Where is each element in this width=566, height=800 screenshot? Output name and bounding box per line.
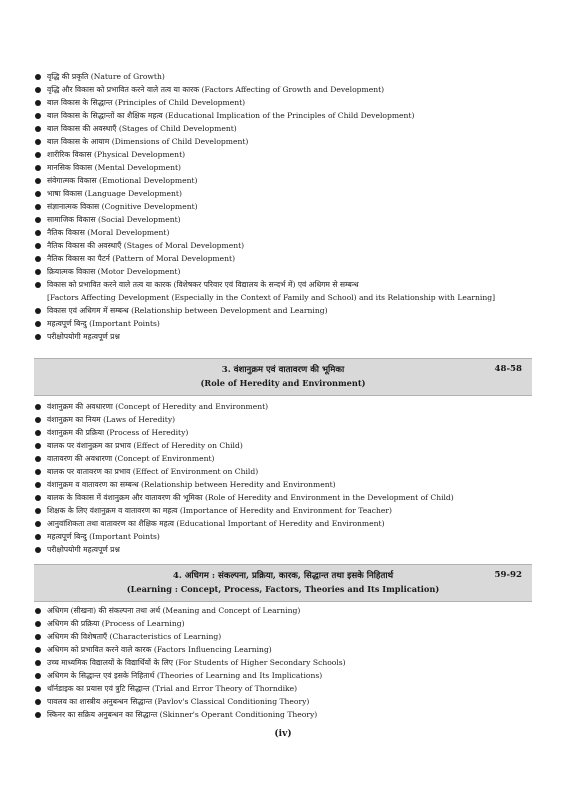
topic-text: संज्ञानात्मक विकास (Cognitive Development) — [47, 202, 198, 211]
bullet-icon — [35, 334, 41, 340]
section-3-title: 3. वंशानुक्रम एवं वातावरण की भूमिका — [221, 365, 345, 375]
topic-item — [34, 517, 534, 530]
section-4-header — [34, 564, 532, 602]
topic-text: वंशानुक्रम की प्रक्रिया (Process of Heredity) — [47, 428, 189, 437]
topic-item — [34, 708, 534, 721]
section-3-topic-list — [34, 400, 534, 556]
bullet-icon — [35, 243, 41, 249]
bullet-icon — [35, 495, 41, 501]
topic-text: बाल विकास के सिद्धान्त (Principles of Child Development) — [47, 98, 246, 107]
topic-text: [Factors Affecting Development (Especially in the Context of Family and School) and its Relationship with Learning] — [47, 293, 496, 302]
bullet-icon — [35, 673, 41, 679]
topic-item — [34, 630, 534, 643]
topic-item — [34, 96, 534, 109]
topic-item — [34, 70, 534, 83]
bullet-icon — [35, 269, 41, 275]
topic-text: परीक्षोपयोगी महत्वपूर्ण प्रश्न — [47, 332, 120, 341]
topic-item — [34, 604, 534, 617]
topic-item — [34, 491, 534, 504]
topic-text: शिक्षक के लिए वंशानुक्रम व वातावरण का महत्व (Importance of Heredity and Environment for Teacher) — [47, 506, 393, 515]
bullet-icon — [35, 417, 41, 423]
topic-text: क्रियात्मक विकास (Motor Development) — [47, 267, 181, 276]
bullet-icon — [35, 165, 41, 171]
bullet-icon — [35, 456, 41, 462]
bullet-icon — [35, 660, 41, 666]
bullet-icon — [35, 87, 41, 93]
bullet-icon — [35, 152, 41, 158]
topic-text: बाल विकास की अवस्थाएँ (Stages of Child Development) — [47, 124, 237, 133]
topic-text: वंशानुक्रम का नियम (Laws of Heredity) — [47, 415, 176, 424]
topic-text: उच्च माध्यमिक विद्यालयों के विद्यार्थियों के लिए (For Students of Higher Secondary Schools) — [47, 658, 346, 667]
intro-topic-list — [34, 70, 534, 343]
topic-text: अधिगम की प्रक्रिया (Process of Learning) — [47, 619, 185, 628]
topic-text: थॉर्नडाइक का प्रयास एवं त्रुटि सिद्धान्त (Trial and Error Theory of Thorndike) — [47, 684, 298, 693]
topic-item — [34, 135, 534, 148]
topic-item — [34, 122, 534, 135]
section-3-header — [34, 358, 532, 396]
bullet-icon — [35, 404, 41, 410]
topic-text: नैतिक विकास की अवस्थाएँ (Stages of Moral Development) — [47, 241, 245, 250]
topic-item — [34, 452, 534, 465]
topic-text: महत्वपूर्ण बिन्दु (Important Points) — [47, 319, 160, 328]
topic-item — [34, 161, 534, 174]
section-3-subtitle: (Role of Heredity and Environment) — [200, 378, 366, 388]
topic-text: विकास एवं अधिगम में सम्बन्ध (Relationship between Development and Learning) — [47, 306, 328, 315]
topic-item — [34, 174, 534, 187]
bullet-icon — [35, 634, 41, 640]
bullet-icon — [35, 508, 41, 514]
bullet-icon — [35, 534, 41, 540]
topic-item — [34, 400, 534, 413]
topic-item — [34, 317, 534, 330]
bullet-icon — [35, 647, 41, 653]
topic-item — [34, 656, 534, 669]
bullet-icon — [35, 113, 41, 119]
topic-text: सामाजिक विकास (Social Development) — [47, 215, 181, 224]
bullet-icon — [35, 204, 41, 210]
topic-item — [34, 148, 534, 161]
topic-text: अधिगम को प्रभावित करने वाले कारक (Factors Influencing Learning) — [47, 645, 272, 654]
topic-item — [34, 643, 534, 656]
topic-item — [34, 278, 534, 291]
topic-item — [34, 330, 534, 343]
topic-item — [34, 617, 534, 630]
bullet-icon — [35, 126, 41, 132]
bullet-icon — [35, 100, 41, 106]
topic-item — [34, 695, 534, 708]
topic-item — [34, 265, 534, 278]
bullet-icon — [35, 139, 41, 145]
topic-item — [34, 504, 534, 517]
topic-item — [34, 426, 534, 439]
topic-item — [34, 669, 534, 682]
bullet-icon — [35, 191, 41, 197]
topic-text: बालक पर वातावरण का प्रभाव (Effect of Environment on Child) — [47, 467, 259, 476]
topic-text: नैतिक विकास का पैटर्न (Pattern of Moral Development) — [47, 254, 236, 263]
topic-item — [34, 439, 534, 452]
bullet-icon — [35, 621, 41, 627]
topic-item — [34, 682, 534, 695]
topic-item — [34, 83, 534, 96]
topic-item — [34, 226, 534, 239]
bullet-icon — [35, 712, 41, 718]
topic-text: बाल विकास के सिद्धान्तों का शैक्षिक महत्व (Educational Implication of the Principles of Child Development) — [47, 111, 415, 120]
bullet-icon — [35, 256, 41, 262]
topic-text: बालक के विकास में वंशानुक्रम और वातावरण की भूमिका (Role of Heredity and Environment in the Development of Child) — [47, 493, 454, 502]
bullet-icon — [35, 686, 41, 692]
topic-text: स्किनर का सक्रिय अनुबन्धन का सिद्धान्त (Skinner's Operant Conditioning Theory) — [47, 710, 318, 719]
topic-text: बाल विकास के आयाम (Dimensions of Child Development) — [47, 137, 249, 146]
topic-text: अधिगम के सिद्धान्त एवं इसके निहितार्थ (Theories of Learning and Its Implications) — [47, 671, 323, 680]
topic-item — [34, 413, 534, 426]
topic-text: अधिगम (सीखना) की संकल्पना तथा अर्थ (Meaning and Concept of Learning) — [47, 606, 301, 615]
section-3-pages: 48-58 — [494, 364, 522, 374]
topic-item — [34, 530, 534, 543]
bullet-icon — [35, 308, 41, 314]
topic-text: मानसिक विकास (Mental Development) — [47, 163, 181, 172]
bullet-icon — [35, 547, 41, 553]
bullet-icon — [35, 217, 41, 223]
topic-text: परीक्षोपयोगी महत्वपूर्ण प्रश्न — [47, 545, 120, 554]
topic-item — [34, 239, 534, 252]
topic-text: वंशानुक्रम की अवधारणा (Concept of Heredity and Environment) — [47, 402, 269, 411]
topic-text: वृद्धि और विकास को प्रभावित करने वाले तत्व या कारक (Factors Affecting of Growth and Development) — [47, 85, 385, 94]
topic-text: नैतिक विकास (Moral Development) — [47, 228, 170, 237]
section-4-topic-list — [34, 604, 534, 721]
bullet-icon — [35, 430, 41, 436]
topic-item — [34, 465, 534, 478]
section-4-subtitle: (Learning : Concept, Process, Factors, Theories and Its Implication) — [126, 584, 440, 594]
bullet-icon — [35, 521, 41, 527]
topic-text: विकास को प्रभावित करने वाले तत्व या कारक (विशेषकर परिवार एवं विद्यालय के सन्दर्भ में) एवं अधिगम से सम्बन्ध — [47, 280, 359, 289]
topic-item — [34, 543, 534, 556]
topic-text: आनुवांशिकता तथा वातावरण का शैक्षिक महत्व (Educational Important of Heredity and Environment) — [47, 519, 385, 528]
topic-text: बालक पर वंशानुक्रम का प्रभाव (Effect of Heredity on Child) — [47, 441, 243, 450]
topic-text: पावलव का शास्त्रीय अनुबन्धन सिद्धान्त (Pavlov's Classical Conditioning Theory) — [47, 697, 310, 706]
bullet-icon — [35, 443, 41, 449]
topic-item — [34, 109, 534, 122]
bullet-icon — [35, 74, 41, 80]
bullet-icon — [35, 282, 41, 288]
topic-item — [34, 252, 534, 265]
topic-text: भाषा विकास (Language Development) — [47, 189, 182, 198]
topic-text: वातावरण की अवधारणा (Concept of Environment) — [47, 454, 215, 463]
bullet-icon — [35, 230, 41, 236]
topic-text: महत्वपूर्ण बिन्दु (Important Points) — [47, 532, 160, 541]
bullet-icon — [35, 482, 41, 488]
section-4-pages: 59-92 — [494, 570, 522, 580]
bullet-icon — [35, 608, 41, 614]
topic-text: वृद्धि की प्रकृति (Nature of Growth) — [47, 72, 165, 81]
topic-item — [34, 200, 534, 213]
bullet-icon — [35, 469, 41, 475]
topic-item — [34, 213, 534, 226]
topic-text: वंशानुक्रम व वातावरण का सम्बन्ध (Relationship between Heredity and Environment) — [47, 480, 336, 489]
page-number: (iv) — [274, 729, 292, 739]
topic-item — [34, 304, 534, 317]
bullet-icon — [35, 699, 41, 705]
section-4-title: 4. अधिगम : संकल्पना, प्रक्रिया, कारक, सिद्धान्त तथा इसके निहितार्थ — [172, 571, 394, 581]
bullet-icon — [35, 178, 41, 184]
topic-text: संवेगात्मक विकास (Emotional Development) — [47, 176, 198, 185]
topic-text: शारीरिक विकास (Physical Development) — [47, 150, 186, 159]
topic-item — [34, 291, 534, 304]
topic-item — [34, 187, 534, 200]
topic-item — [34, 478, 534, 491]
bullet-icon — [35, 321, 41, 327]
topic-text: अधिगम की विशेषताएँ (Characteristics of Learning) — [47, 632, 222, 641]
